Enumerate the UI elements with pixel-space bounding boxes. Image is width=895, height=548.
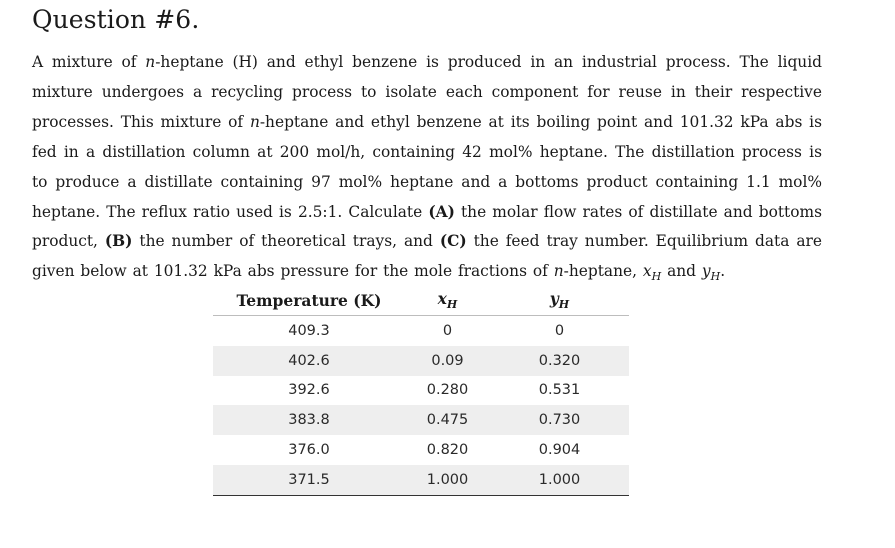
cell-y-h: 1.000 xyxy=(490,465,629,495)
problem-text-6: the feed tray number. Equilibrium data are given below at 101.32 kPa abs pressure for the mole fractions of xyxy=(32,232,822,281)
cell-y-h: 0.904 xyxy=(490,435,629,465)
problem-text-1: A mixture of xyxy=(32,53,146,71)
header-y-h xyxy=(490,285,629,316)
cell-x-h: 1.000 xyxy=(405,465,490,495)
cell-temperature: 371.5 xyxy=(213,465,405,495)
cell-y-h: 0.320 xyxy=(490,346,629,376)
problem-text-5: the number of theoretical trays, and xyxy=(132,232,440,251)
cell-x-h: 0 xyxy=(405,316,490,346)
problem-text-7: -heptane, xyxy=(563,262,643,281)
table-row xyxy=(213,376,629,406)
question-heading: Question #6. xyxy=(32,5,200,34)
cell-x-h: 0.09 xyxy=(405,346,490,376)
cell-x-h: 0.280 xyxy=(405,376,490,406)
cell-temperature: 376.0 xyxy=(213,435,405,465)
x-subscript: H xyxy=(651,270,662,284)
header-x-subscript: H xyxy=(446,298,458,311)
part-c-label: (C) xyxy=(439,232,467,251)
problem-text-4: the molar flow rates of distillate and bottoms product, xyxy=(32,202,822,251)
y-symbol: y xyxy=(701,262,711,281)
cell-temperature: 392.6 xyxy=(213,376,405,406)
header-x-h xyxy=(405,285,490,316)
header-temperature: Temperature (K) xyxy=(213,285,405,316)
header-x-symbol: x xyxy=(437,289,447,308)
equilibrium-data-table xyxy=(213,285,629,496)
y-subscript: H xyxy=(710,270,721,284)
table-header-row xyxy=(213,285,629,316)
cell-x-h: 0.475 xyxy=(405,405,490,435)
header-y-subscript: H xyxy=(558,298,570,311)
problem-text-9: . xyxy=(720,262,726,281)
problem-text-3: -heptane and ethyl benzene at its boiling point and 101.32 kPa abs is fed in a distillation column at 200 mol/h, containing 42 mol% heptane. The distillation process is to produce a distillate containing 97 mol% heptane and a bottoms product containing 1.1 mol% heptane. The reflux ratio used is 2.5:1. Calculate xyxy=(32,112,822,221)
document-page xyxy=(32,0,822,292)
problem-text-2: -heptane (H) and ethyl benzene is produced in an industrial process. The liquid mixture undergoes a recycling process to isolate each component for reuse in their respective processes. This mixture of xyxy=(32,53,822,131)
cell-temperature: 383.8 xyxy=(213,405,405,435)
cell-temperature: 409.3 xyxy=(213,316,405,346)
n-prefix-1: n xyxy=(145,53,156,71)
table-row xyxy=(213,405,629,435)
part-a-label: (A) xyxy=(428,202,455,221)
table-row xyxy=(213,465,629,495)
cell-y-h: 0.730 xyxy=(490,405,629,435)
table-row xyxy=(213,346,629,376)
n-prefix-2: n xyxy=(249,112,260,131)
cell-y-h: 0 xyxy=(490,316,629,346)
cell-y-h: 0.531 xyxy=(490,376,629,406)
table-row xyxy=(213,316,629,346)
x-symbol: x xyxy=(642,262,652,281)
table-row xyxy=(213,435,629,465)
cell-x-h: 0.820 xyxy=(405,435,490,465)
problem-text-8: and xyxy=(661,262,702,281)
n-prefix-3: n xyxy=(553,262,564,281)
cell-temperature: 402.6 xyxy=(213,346,405,376)
problem-statement xyxy=(32,48,822,292)
part-b-label: (B) xyxy=(104,232,133,251)
header-y-symbol: y xyxy=(549,289,559,308)
